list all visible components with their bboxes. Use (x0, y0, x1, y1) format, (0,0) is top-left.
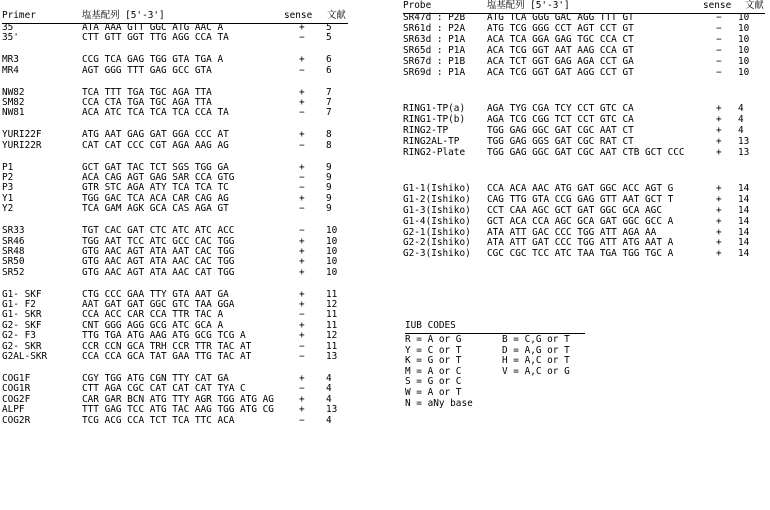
primer-row (2, 404, 362, 415)
name-cell: G2- F3 (2, 330, 36, 342)
sense-cell: + (299, 372, 305, 384)
reference-cell: 13 (738, 146, 750, 158)
reference-cell: 14 (738, 248, 750, 260)
probe-row (403, 205, 765, 216)
name-cell: 35 (2, 22, 14, 33)
name-cell: NW82 (2, 86, 25, 98)
sequence-cell: TGG GAG GGC GAT CGC AAT CTB GCT CCC (487, 146, 685, 158)
primer-row (2, 299, 362, 310)
sense-cell: − (716, 55, 722, 67)
iub-code-entry: K = G or T (405, 355, 462, 367)
name-cell: SR48 (2, 245, 25, 257)
name-cell: SR50 (2, 256, 25, 268)
sequence-cell: ACA TCG GGT AAT AAG CCA GT (487, 44, 634, 56)
sense-cell: − (299, 203, 305, 215)
sequence-cell: GTG AAC AGT ATA AAC CAC TGG (82, 256, 235, 268)
sequence-cell: ATA AAA GTT GGC ATG AAC A (82, 22, 224, 33)
reference-cell: 13 (326, 404, 338, 416)
sense-cell: + (299, 22, 305, 33)
name-cell: G1-4(Ishiko) (403, 215, 471, 227)
sequence-cell: CCA ACA AAC ATG GAT GGC ACC AGT G (487, 182, 674, 194)
primer-row (2, 129, 362, 140)
reference-cell: 4 (738, 113, 744, 125)
iub-code-entry: S = G or C (405, 376, 462, 388)
primer-row (2, 309, 362, 320)
sequence-cell: TCA TTT TGA TGC AGA TTA (82, 86, 212, 98)
iub-code-entry: Y = C or T (405, 344, 462, 356)
sense-cell: + (299, 97, 305, 108)
reference-cell: 11 (326, 340, 338, 352)
sequence-cell: ACA ATC TCA TCA TCA CCA TA (82, 107, 229, 119)
sense-cell: + (716, 182, 722, 194)
name-cell: ALPF (2, 404, 25, 416)
reference-cell: 4 (326, 393, 332, 405)
probe-row (403, 23, 765, 34)
name-cell: MR4 (2, 64, 19, 76)
primer-row (2, 107, 362, 118)
probe-row (403, 136, 765, 147)
sense-cell: + (299, 86, 305, 98)
name-cell: 35' (2, 32, 19, 44)
reference-cell: 14 (738, 215, 750, 227)
reference-cell: 9 (326, 203, 332, 215)
sequence-cell: TCG ACG CCA TCT TCA TTC ACA (82, 414, 235, 426)
name-cell: G2-3(Ishiko) (403, 248, 471, 260)
sequence-cell: CNT GGG AGG GCG ATC GCA A (82, 319, 224, 331)
sense-cell: − (299, 340, 305, 352)
sense-cell: − (299, 32, 305, 44)
sequence-cell: TGG GAC TCA ACA CAR CAG AG (82, 192, 229, 204)
iub-code-entry: R = A or G (405, 334, 462, 345)
sense-cell: + (716, 124, 722, 136)
sense-cell: − (299, 107, 305, 119)
sequence-cell: CAR GAR BCN ATG TTY AGR TGG ATG AG (82, 393, 274, 405)
iub-code-entry: V = A,C or G (502, 365, 570, 377)
iub-code-entry: B = C,G or T (502, 334, 570, 345)
reference-cell: 14 (738, 204, 750, 216)
primer-header-ref: 文献 (327, 10, 346, 21)
sequence-cell: ATG TCG GGG CCT AGT CCT GT (487, 22, 634, 34)
name-cell: SR67d : P1B (403, 55, 466, 67)
sense-cell: − (299, 383, 305, 395)
reference-cell: 11 (326, 288, 338, 300)
sequence-cell: ATG TCA GGG GAC AGG TTT GT (487, 12, 634, 23)
name-cell: COG2F (2, 393, 31, 405)
reference-cell: 9 (326, 161, 332, 173)
sense-cell: + (299, 299, 305, 310)
name-cell: SR69d : P1A (403, 66, 466, 78)
sense-cell: + (716, 204, 722, 216)
reference-cell: 10 (326, 235, 338, 247)
sequence-cell: TGG GAG GGS GAT CGC RAT CT (487, 135, 634, 147)
reference-cell: 13 (326, 351, 338, 362)
sequence-cell: CGC CGC TCC ATC TAA TGA TGG TGC A (487, 248, 674, 260)
name-cell: G1-2(Ishiko) (403, 193, 471, 205)
probe-row (403, 237, 765, 248)
reference-cell: 4 (326, 372, 332, 384)
sequence-cell: CTT AGA CGC CAT CAT CAT TYA C (82, 383, 246, 395)
reference-cell: 9 (326, 172, 332, 183)
name-cell: G2- SKF (2, 319, 42, 331)
sense-cell: + (299, 161, 305, 173)
primer-row (2, 351, 362, 362)
primer-row (2, 383, 362, 394)
name-cell: Y1 (2, 192, 14, 204)
primer-row (2, 246, 362, 257)
sequence-cell: CCA CCA GCA TAT GAA TTG TAC AT (82, 351, 252, 362)
name-cell: G1-3(Ishiko) (403, 204, 471, 216)
iub-code-entry: M = A or C (405, 365, 462, 377)
reference-cell: 12 (326, 330, 338, 342)
sense-cell: + (716, 113, 722, 125)
sense-cell: + (716, 193, 722, 205)
probe-row (403, 114, 765, 125)
sequence-cell: ATG AAT GAG GAT GGA CCC AT (82, 129, 229, 141)
sequence-cell: CCA ACC CAR CCA TTR TAC A (82, 309, 224, 321)
sequence-cell: GTG AAC AGT ATA AAT CAC TGG (82, 245, 235, 257)
iub-code-entry: W = A or T (405, 387, 462, 398)
probe-table (400, 0, 770, 300)
reference-cell: 12 (326, 299, 338, 310)
primer-header-sense: sense (284, 10, 313, 21)
sense-cell: + (299, 330, 305, 342)
primer-row (2, 225, 362, 236)
name-cell: SR47d : P2B (403, 12, 466, 23)
sequence-cell: TGT CAC GAT CTC ATC ATC ACC (82, 225, 235, 237)
reference-cell: 10 (738, 44, 750, 56)
reference-cell: 9 (326, 182, 332, 194)
primer-row (2, 182, 362, 193)
reference-cell: 10 (738, 33, 750, 45)
sequence-cell: CCG TCA GAG TGG GTA TGA A (82, 54, 224, 66)
name-cell: P3 (2, 182, 14, 194)
name-cell: G1- SKR (2, 309, 42, 321)
primer-header-seq: 塩基配列 [5'-3'] (82, 10, 165, 21)
primer-row (2, 32, 362, 43)
primer-row (2, 289, 362, 300)
sense-cell: − (299, 139, 305, 151)
sequence-cell: CCA CTA TGA TGC AGA TTA (82, 97, 212, 108)
sequence-cell: GCT ACA CCA AGC GCA GAT GGC GCC A (487, 215, 674, 227)
reference-cell: 14 (738, 226, 750, 238)
reference-cell: 11 (326, 319, 338, 331)
probe-header-row (403, 0, 763, 12)
sense-cell: + (716, 146, 722, 158)
sequence-cell: TCA GAM AGK GCA CAS AGA GT (82, 203, 229, 215)
sense-cell: + (299, 266, 305, 278)
name-cell: COG2R (2, 414, 31, 426)
reference-cell: 8 (326, 139, 332, 151)
name-cell: P1 (2, 161, 14, 173)
name-cell: SR46 (2, 235, 25, 247)
reference-cell: 14 (738, 193, 750, 205)
probe-header-seq: 塩基配列 [5'-3'] (487, 0, 570, 11)
sequence-cell: AGA TYG CGA TCY CCT GTC CA (487, 102, 634, 114)
sequence-cell: ACA TCG GGT GAT AGG CCT GT (487, 66, 634, 78)
name-cell: SR61d : P2A (403, 22, 466, 34)
sense-cell: + (716, 215, 722, 227)
sense-cell: + (299, 129, 305, 141)
name-cell: RING2AL-TP (403, 135, 460, 147)
sense-cell: + (299, 192, 305, 204)
sense-cell: − (299, 64, 305, 76)
reference-cell: 10 (738, 66, 750, 78)
sequence-cell: ACA TCT GGT GAG AGA CCT GA (487, 55, 634, 67)
sequence-cell: TGG GAG GGC GAT CGC AAT CT (487, 124, 634, 136)
probe-row (403, 12, 765, 23)
probe-row (403, 34, 765, 45)
probe-row (403, 103, 765, 114)
sequence-cell: CAG TTG GTA CCG GAG GTT AAT GCT T (487, 193, 674, 205)
name-cell: MR3 (2, 54, 19, 66)
iub-code-entry: H = A,C or T (502, 355, 570, 367)
probe-header-ref: 文献 (745, 0, 764, 11)
reference-cell: 13 (738, 135, 750, 147)
probe-row (403, 183, 765, 194)
name-cell: SR63d : P1A (403, 33, 466, 45)
probe-row (403, 147, 765, 158)
probe-row (403, 248, 765, 259)
primer-row (2, 373, 362, 384)
reference-cell: 14 (738, 182, 750, 194)
name-cell: SR65d : P1A (403, 44, 466, 56)
reference-cell: 10 (326, 266, 338, 278)
sense-cell: − (299, 351, 305, 362)
primer-row (2, 256, 362, 267)
primer-row (2, 320, 362, 331)
reference-cell: 5 (326, 22, 332, 33)
reference-cell: 6 (326, 54, 332, 66)
sequence-cell: TTG TGA ATG AAG ATG GCG TCG A (82, 330, 246, 342)
name-cell: RING2-TP (403, 124, 449, 136)
name-cell: G1-1(Ishiko) (403, 182, 471, 194)
reference-cell: 7 (326, 97, 332, 108)
primer-row (2, 172, 362, 183)
reference-cell: 10 (326, 245, 338, 257)
sequence-cell: CCR CCN GCA TRH CCR TTR TAC AT (82, 340, 252, 352)
sense-cell: + (716, 135, 722, 147)
sense-cell: − (716, 33, 722, 45)
name-cell: G1- F2 (2, 299, 36, 310)
sequence-cell: CTG CCC GAA TTY GTA AAT GA (82, 288, 229, 300)
sequence-cell: CTT GTT GGT TTG AGG CCA TA (82, 32, 229, 44)
reference-cell: 5 (326, 32, 332, 44)
sense-cell: − (716, 12, 722, 23)
iub-codes-title: IUB CODES (405, 320, 456, 331)
iub-code-entry: N = aNy base (405, 397, 473, 409)
name-cell: G2AL-SKR (2, 351, 48, 362)
reference-cell: 10 (326, 256, 338, 268)
name-cell: G2-2(Ishiko) (403, 237, 471, 249)
sequence-cell: GTR STC AGA ATY TCA TCA TC (82, 182, 229, 194)
name-cell: G2- SKR (2, 340, 42, 352)
primer-row (2, 87, 362, 98)
sequence-cell: TGG AAT TCC ATC GCC CAC TGG (82, 235, 235, 247)
sense-cell: + (299, 319, 305, 331)
name-cell: SM82 (2, 97, 25, 108)
probe-row (403, 45, 765, 56)
iub-code-entry: D = A,G or T (502, 344, 570, 356)
sense-cell: + (299, 288, 305, 300)
primer-row (2, 394, 362, 405)
sense-cell: − (716, 66, 722, 78)
probe-row (403, 125, 765, 136)
primer-row (2, 140, 362, 151)
sense-cell: + (299, 54, 305, 66)
name-cell: SR52 (2, 266, 25, 278)
name-cell: RING1-TP(a) (403, 102, 466, 114)
primer-row (2, 162, 362, 173)
probe-row (403, 67, 765, 78)
reference-cell: 7 (326, 86, 332, 98)
primer-row (2, 193, 362, 204)
name-cell: COG1R (2, 383, 31, 395)
primer-row (2, 330, 362, 341)
sense-cell: + (716, 237, 722, 249)
probe-header-sense: sense (703, 0, 732, 11)
sense-cell: − (299, 309, 305, 321)
sequence-cell: CAT CAT CCC CGT AGA AAG AG (82, 139, 229, 151)
sense-cell: + (299, 404, 305, 416)
sense-cell: − (299, 172, 305, 183)
primer-row (2, 65, 362, 76)
reference-cell: 7 (326, 107, 332, 119)
name-cell: SR33 (2, 225, 25, 237)
name-cell: YURI22F (2, 129, 42, 141)
sense-cell: − (299, 182, 305, 194)
name-cell: P2 (2, 172, 14, 183)
probe-row (403, 227, 765, 238)
name-cell: G2-1(Ishiko) (403, 226, 471, 238)
primer-header-row (2, 10, 352, 22)
sense-cell: − (716, 44, 722, 56)
sequence-cell: GCT GAT TAC TCT SGS TGG GA (82, 161, 229, 173)
sequence-cell: CCT CAA AGC GCT GAT GGC GCA AGC (487, 204, 662, 216)
primer-row (2, 236, 362, 247)
name-cell: COG1F (2, 372, 31, 384)
primer-row (2, 341, 362, 352)
sequence-cell: AGA TCG CGG TCT CCT GTC CA (487, 113, 634, 125)
sequence-cell: ACA CAG AGT GAG SAR CCA GTG (82, 172, 235, 183)
sense-cell: + (299, 393, 305, 405)
sequence-cell: GTG AAC AGT ATA AAC CAT TGG (82, 266, 235, 278)
reference-cell: 4 (326, 414, 332, 426)
sense-cell: + (299, 245, 305, 257)
name-cell: RING1-TP(b) (403, 113, 466, 125)
sequence-cell: TTT GAG TCC ATG TAC AAG TGG ATG CG (82, 404, 274, 416)
sequence-cell: AGT GGG TTT GAG GCC GTA (82, 64, 212, 76)
reference-cell: 4 (326, 383, 332, 395)
reference-cell: 10 (738, 55, 750, 67)
name-cell: YURI22R (2, 139, 42, 151)
primer-row (2, 97, 362, 108)
reference-cell: 10 (326, 225, 338, 237)
name-cell: NW81 (2, 107, 25, 119)
reference-cell: 14 (738, 237, 750, 249)
probe-row (403, 56, 765, 67)
sense-cell: − (299, 414, 305, 426)
sense-cell: − (716, 22, 722, 34)
reference-cell: 4 (738, 124, 744, 136)
name-cell: G1- SKF (2, 288, 42, 300)
reference-cell: 10 (738, 22, 750, 34)
sequence-cell: AAT GAT GAT GGC GTC TAA GGA (82, 299, 235, 310)
primer-row (2, 22, 362, 33)
sequence-cell: ATA ATT GAT CCC TGG ATT ATG AAT A (487, 237, 674, 249)
reference-cell: 6 (326, 64, 332, 76)
primer-row (2, 267, 362, 278)
sequence-cell: ATA ATT GAC CCC TGG ATT AGA AA (487, 226, 657, 238)
name-cell: Y2 (2, 203, 14, 215)
reference-cell: 11 (326, 309, 338, 321)
probe-row (403, 194, 765, 205)
sense-cell: + (716, 102, 722, 114)
probe-header-name: Probe (403, 0, 432, 11)
reference-cell: 4 (738, 102, 744, 114)
primer-header-name: Primer (2, 10, 36, 21)
iub-codes-box (405, 320, 605, 430)
reference-cell: 10 (738, 12, 750, 23)
sequence-cell: ACA TCA GGA GAG TGC CCA CT (487, 33, 634, 45)
sequence-cell: CGY TGG ATG CGN TTY CAT GA (82, 372, 229, 384)
primer-row (2, 415, 362, 426)
sense-cell: + (716, 248, 722, 260)
sense-cell: + (299, 235, 305, 247)
probe-row (403, 216, 765, 227)
name-cell: RING2-Plate (403, 146, 466, 158)
primer-table (0, 0, 380, 510)
primer-row (2, 203, 362, 214)
reference-cell: 9 (326, 192, 332, 204)
sense-cell: + (299, 256, 305, 268)
primer-row (2, 54, 362, 65)
sense-cell: + (716, 226, 722, 238)
reference-cell: 8 (326, 129, 332, 141)
sense-cell: − (299, 225, 305, 237)
